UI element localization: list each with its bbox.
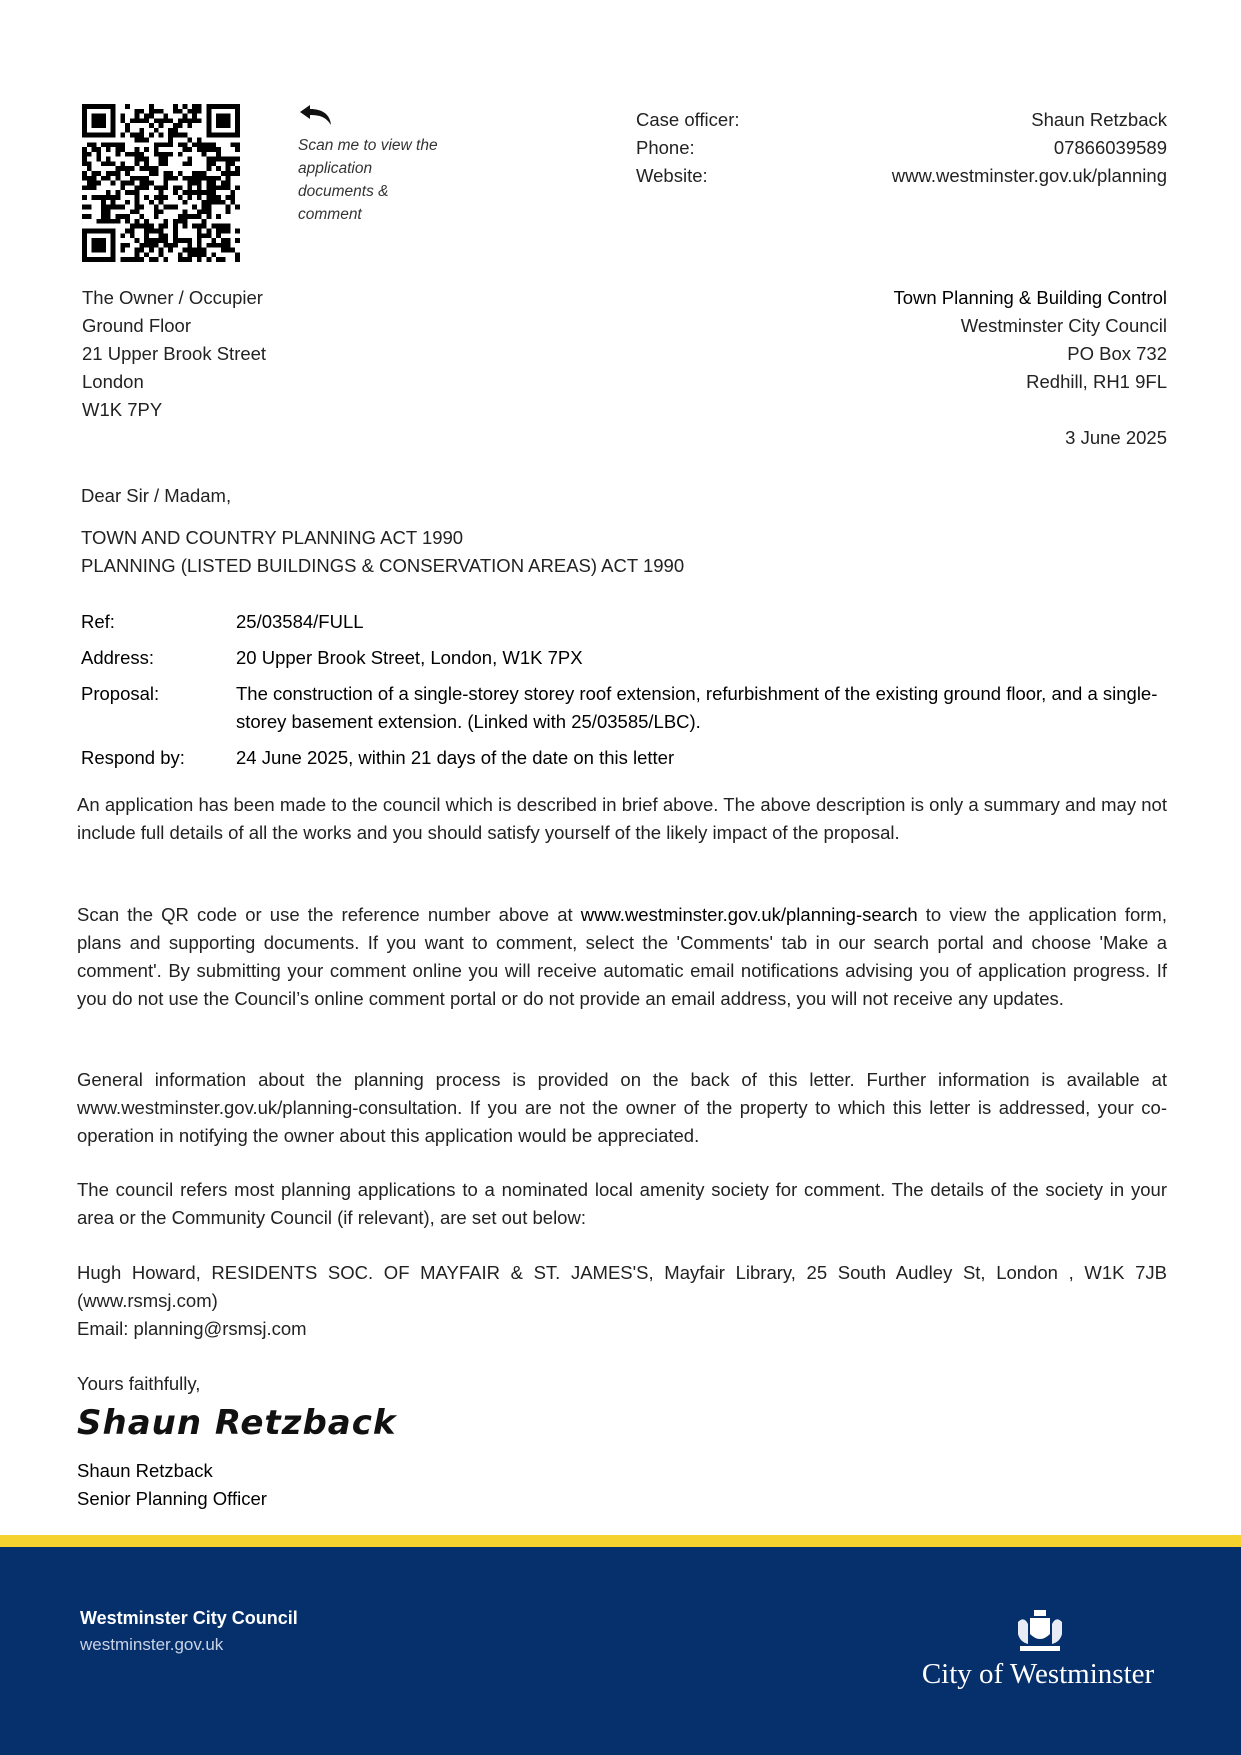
detail-ref: [81, 608, 1171, 636]
act-title: TOWN AND COUNTRY PLANNING ACT 1990: [81, 527, 464, 548]
salutation: Dear Sir / Madam,: [81, 485, 232, 506]
detail-label: Address:: [81, 647, 155, 668]
signer-title: Senior Planning Officer: [77, 1488, 267, 1509]
address-line: W1K 7PY: [82, 399, 163, 420]
footer-org-name: Westminster City Council: [80, 1608, 298, 1628]
address-line: The Owner / Occupier: [82, 287, 263, 308]
detail-label: Respond by:: [81, 747, 185, 768]
address-line: Westminster City Council: [960, 315, 1167, 336]
curved-arrow-icon: [298, 104, 334, 126]
signer-name: Shaun Retzback: [77, 1460, 213, 1481]
website-link[interactable]: www.westminster.gov.uk/planning: [891, 165, 1167, 186]
detail-value: 20 Upper Brook Street, London, W1K 7PX: [236, 647, 583, 668]
footer-url: westminster.gov.uk: [80, 1635, 224, 1654]
sender-address: [893, 284, 1167, 396]
act-title: PLANNING (LISTED BUILDINGS & CONSERVATION AREAS) ACT 1990: [81, 555, 685, 576]
paragraph-intro: An application has been made to the council which is described in brief above. The above description is only a summary and may not include full details of all the works and you should satisfy yourself of the likely impact of the proposal.: [77, 794, 1167, 843]
qr-code[interactable]: [82, 104, 240, 262]
closing: Yours faithfully,: [77, 1373, 201, 1394]
application-details: [81, 608, 1171, 780]
signature: Shaun Retzback: [77, 1403, 397, 1443]
acts-heading: [81, 524, 684, 580]
letter-date: 3 June 2025: [1065, 427, 1167, 448]
address-line: PO Box 732: [1067, 343, 1167, 364]
detail-label: Proposal:: [81, 683, 160, 704]
detail-respond-by: [81, 744, 1171, 772]
detail-address: [81, 644, 1171, 672]
detail-value: 24 June 2025, within 21 days of the date on this letter: [236, 747, 675, 768]
society-contact: [77, 1259, 1167, 1343]
website-label: Website:: [636, 165, 708, 186]
detail-label: Ref:: [81, 611, 115, 632]
text: Scan the QR code or use the reference number above at: [77, 904, 581, 925]
detail-value: The construction of a single-storey storey roof extension, refurbishment of the existing ground floor, and a single-storey basement extension. (Linked with 25/03585/LBC).: [236, 683, 1158, 732]
society-email[interactable]: Email: planning@rsmsj.com: [77, 1318, 307, 1339]
planning-search-link[interactable]: www.westminster.gov.uk/planning-search: [580, 904, 918, 925]
case-officer-block: [636, 106, 1167, 190]
text: to view the application form, plans and supporting documents. If you want to comment, select the 'Comments' tab in our search portal and choose 'Make a comment'. By submitting your comment online you will receive automatic email notifications advising you of application progress. If you do not use the Council’s online comment portal or do not provide an email address, you will not receive any updates.: [77, 904, 1167, 1009]
department-name: Town Planning & Building Control: [893, 287, 1167, 308]
detail-proposal: [81, 680, 1171, 736]
coat-of-arms-icon: [1010, 1608, 1070, 1654]
paragraph-general-info: General information about the planning process is provided on the back of this letter. Further information is available at www.westminster.gov.uk/planning-consultation. If you are not the owner of the property to which this letter is addressed, your co-operation in notifying the owner about this application would be appreciated.: [77, 1069, 1167, 1146]
recipient-address: [82, 284, 266, 424]
detail-value: 25/03584/FULL: [236, 611, 364, 632]
signer-block: [77, 1457, 267, 1513]
paragraph-how-to-comment: [77, 901, 1167, 1013]
phone-label: Phone:: [636, 137, 695, 158]
address-line: 21 Upper Brook Street: [82, 343, 267, 364]
address-line: Redhill, RH1 9FL: [1026, 371, 1167, 392]
case-officer-label: Case officer:: [636, 109, 740, 130]
city-of-westminster-logo: City of Westminster: [921, 1658, 1155, 1690]
case-officer-value: Shaun Retzback: [1031, 109, 1167, 130]
address-line: London: [82, 371, 144, 392]
address-line: Ground Floor: [82, 315, 191, 336]
qr-caption: Scan me to view the application documents & comment: [298, 137, 438, 223]
paragraph-amenity-society: The council refers most planning applications to a nominated local amenity society for comment. The details of the society in your area or the Community Council (if relevant), are set out below:: [77, 1179, 1167, 1228]
phone-value: 07866039589: [1053, 137, 1167, 158]
society-details: Hugh Howard, RESIDENTS SOC. OF MAYFAIR & ST. JAMES'S, Mayfair Library, 25 South Audley St, London , W1K 7JB (www.rsmsj.com): [77, 1262, 1167, 1311]
footer-yellow-band: [0, 1535, 1241, 1547]
